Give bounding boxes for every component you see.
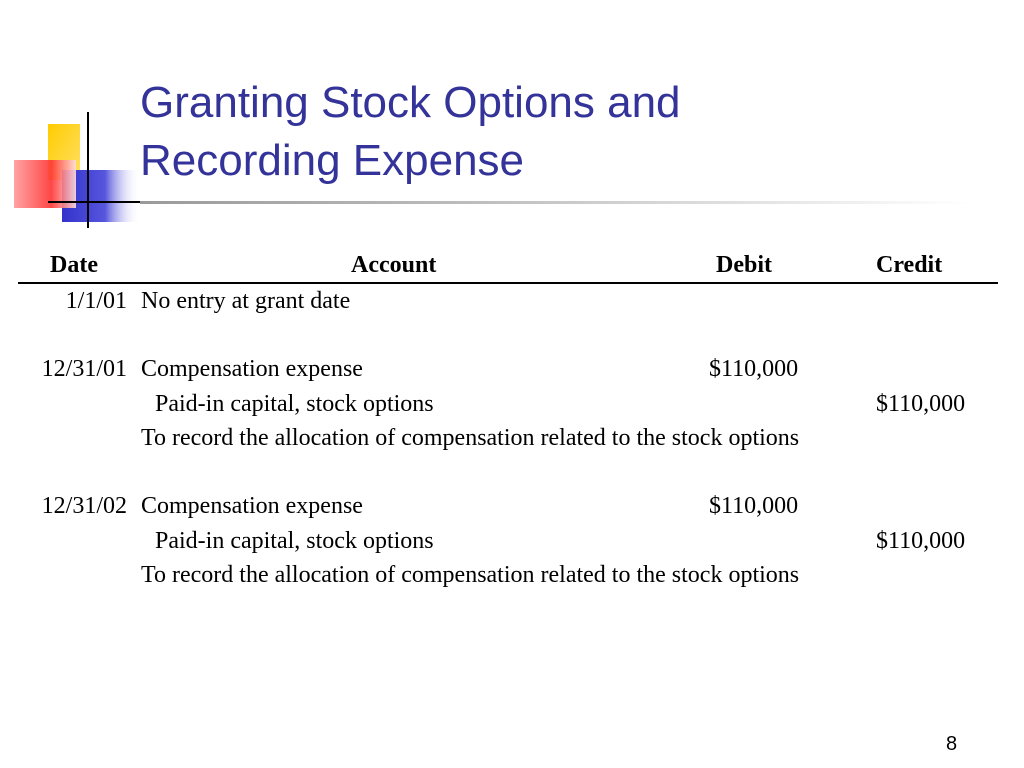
header-rule <box>18 282 998 284</box>
row-1-date: 1/1/01 <box>65 288 127 314</box>
row-5-account: Compensation expense <box>141 493 363 519</box>
row-7-account: To record the allocation of compensation related to the stock options <box>141 562 800 588</box>
row-3-credit: $110,000 <box>876 391 966 417</box>
row-4-account: To record the allocation of compensation related to the stock options <box>141 425 800 451</box>
row-1-account: No entry at grant date <box>141 288 351 314</box>
header-date: Date <box>50 252 98 278</box>
row-5-debit: $110,000 <box>709 493 799 519</box>
slide-title-line-2: Recording Expense <box>140 136 525 185</box>
header-account: Account <box>351 252 437 278</box>
row-2-account: Compensation expense <box>141 356 363 382</box>
row-6-account: Paid-in capital, stock options <box>155 528 434 554</box>
row-6-credit: $110,000 <box>876 528 966 554</box>
header-credit: Credit <box>876 252 943 278</box>
row-2-date: 12/31/01 <box>41 356 127 382</box>
slide-title-line-1: Granting Stock Options and <box>140 78 681 127</box>
row-2-debit: $110,000 <box>709 356 799 382</box>
row-3-account: Paid-in capital, stock options <box>155 391 434 417</box>
page-number: 8 <box>946 733 958 755</box>
header-debit: Debit <box>716 252 772 278</box>
row-5-date: 12/31/02 <box>41 493 127 519</box>
